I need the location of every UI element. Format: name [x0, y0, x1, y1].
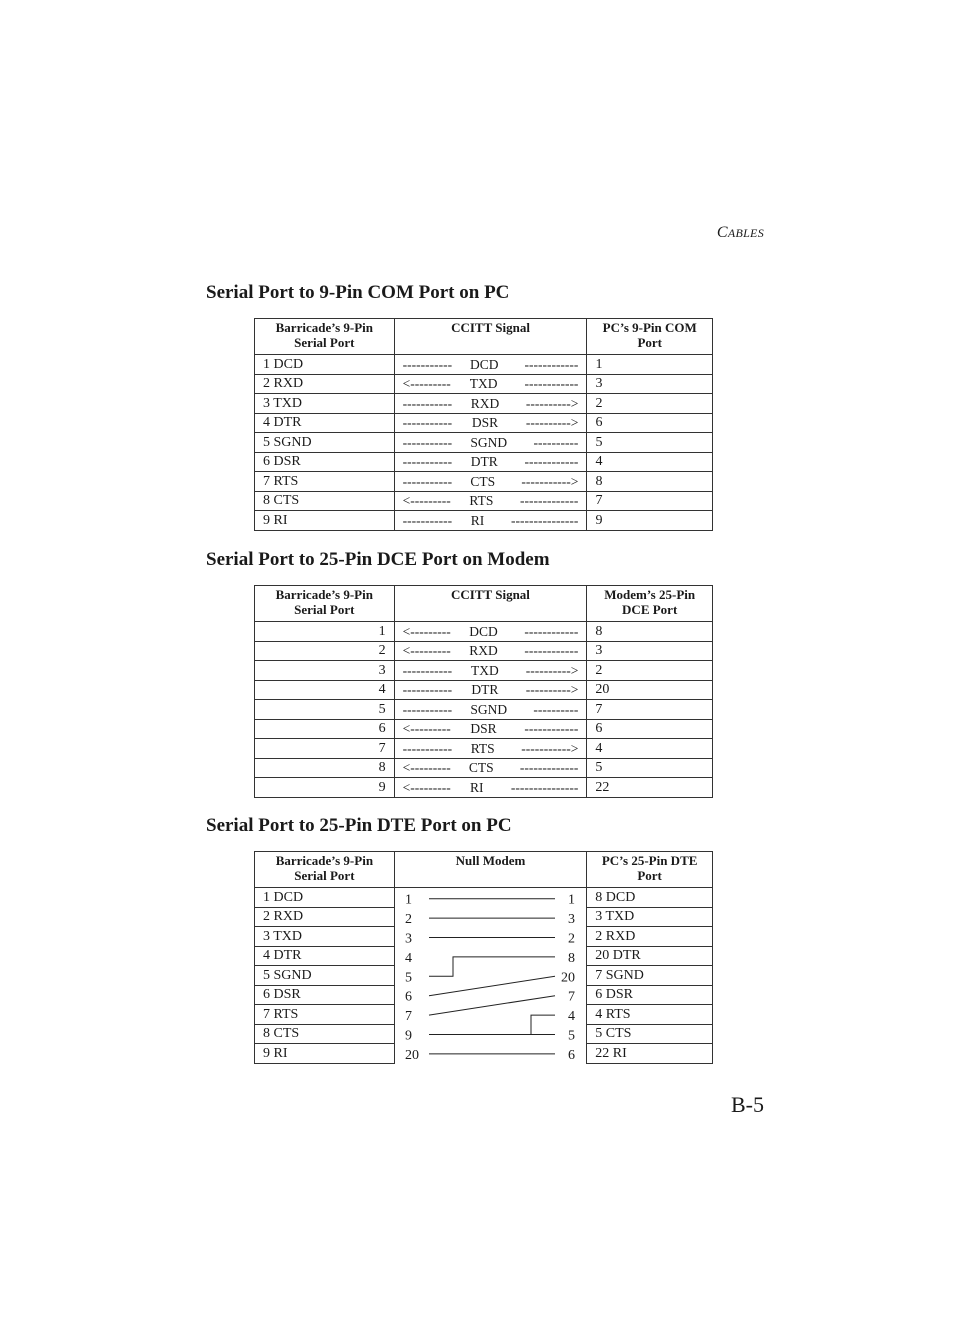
- table-row: [255, 491, 713, 511]
- col-header-ccitt-signal: CCITT Signal: [394, 586, 587, 622]
- signal-right-arrow: ----------->: [521, 473, 579, 489]
- signal-left-arrow: <---------: [402, 493, 451, 509]
- signal-left-arrow: -----------: [402, 682, 453, 698]
- signal-left-arrow: -----------: [402, 662, 453, 678]
- running-head-initial: C: [716, 224, 728, 241]
- barricade-pin-cell: 5 SGND: [255, 966, 395, 986]
- signal-right-arrow: ----------->: [521, 740, 579, 756]
- barricade-pin-cell: 8 CTS: [255, 491, 395, 511]
- signal-name: DCD: [469, 623, 498, 639]
- signal-cell: [394, 778, 587, 798]
- barricade-pin-cell: 8: [255, 758, 395, 778]
- target-pin-cell: 3: [587, 641, 713, 661]
- signal-left-arrow: -----------: [402, 395, 453, 411]
- section-title-25pin-dce: Serial Port to 25-Pin DCE Port on Modem: [206, 549, 550, 570]
- signal-name: TXD: [469, 376, 498, 392]
- signal-line: [403, 414, 579, 431]
- signal-line: [403, 512, 579, 529]
- barricade-pin-cell: 5 SGND: [255, 433, 395, 453]
- col-header-modem-dce-port: Modem’s 25-Pin DCE Port: [587, 586, 713, 622]
- col-header-barricade-port: Barricade’s 9-Pin Serial Port: [255, 319, 395, 355]
- target-pin-cell: 7: [587, 700, 713, 720]
- target-pin-cell: 6: [587, 413, 713, 433]
- barricade-pin-cell: 2: [255, 641, 395, 661]
- table-row: [255, 413, 713, 433]
- target-pin-cell: 20 DTR: [587, 946, 713, 966]
- barricade-pin-cell: 1 DCD: [255, 888, 395, 908]
- signal-cell: [394, 680, 587, 700]
- signal-cell: [394, 433, 587, 453]
- signal-name: SGND: [470, 701, 508, 717]
- signal-cell: [394, 491, 587, 511]
- left-pin-number: 5: [404, 970, 412, 986]
- col-header-null-modem: Null Modem: [394, 852, 586, 888]
- barricade-pin-cell: 7 RTS: [255, 1005, 395, 1025]
- target-pin-cell: 7: [587, 491, 713, 511]
- col-header-barricade-port: Barricade’s 9-Pin Serial Port: [255, 852, 395, 888]
- signal-line: [403, 492, 579, 509]
- target-pin-cell: 5: [587, 433, 713, 453]
- signal-line: [403, 356, 579, 373]
- table-row: [255, 394, 713, 414]
- target-pin-cell: 20: [587, 680, 713, 700]
- table-row: [255, 888, 713, 908]
- null-modem-diagram: [394, 888, 586, 1064]
- barricade-pin-cell: 5: [255, 700, 395, 720]
- barricade-pin-cell: 8 CTS: [255, 1024, 395, 1044]
- section-title-25pin-dte: Serial Port to 25-Pin DTE Port on PC: [206, 815, 512, 836]
- null-modem-wiring: [395, 888, 588, 1063]
- left-pin-number: 20: [404, 1047, 419, 1063]
- left-pin-number: 3: [404, 931, 412, 947]
- signal-left-arrow: -----------: [402, 415, 453, 431]
- signal-cell: [394, 452, 587, 472]
- table-9pin-com: [254, 318, 713, 531]
- barricade-pin-cell: 6: [255, 719, 395, 739]
- barricade-pin-cell: 4 DTR: [255, 413, 395, 433]
- signal-left-arrow: -----------: [402, 740, 453, 756]
- signal-line: [403, 681, 579, 698]
- table-row: [255, 433, 713, 453]
- table-row: [255, 511, 713, 531]
- signal-line: [403, 642, 579, 659]
- signal-name: RTS: [470, 740, 495, 756]
- target-pin-cell: 2 RXD: [587, 927, 713, 947]
- barricade-pin-cell: 7 RTS: [255, 472, 395, 492]
- target-pin-cell: 1: [587, 355, 713, 375]
- left-pin-number: 4: [404, 950, 412, 966]
- target-pin-cell: 4: [587, 739, 713, 759]
- signal-name: RXD: [469, 643, 498, 659]
- table-row: [255, 374, 713, 394]
- right-pin-number: 20: [560, 970, 575, 986]
- signal-left-arrow: <---------: [402, 760, 451, 776]
- right-pin-number: 1: [567, 892, 575, 908]
- barricade-pin-cell: 3: [255, 661, 395, 681]
- table-row: [255, 472, 713, 492]
- signal-right-arrow: -------------: [519, 493, 579, 509]
- table-row: [255, 680, 713, 700]
- target-pin-cell: 8: [587, 622, 713, 642]
- target-pin-cell: 6 DSR: [587, 985, 713, 1005]
- signal-line: [403, 434, 579, 451]
- barricade-pin-cell: 6 DSR: [255, 452, 395, 472]
- signal-cell: [394, 661, 587, 681]
- target-pin-cell: 5: [587, 758, 713, 778]
- signal-cell: [394, 700, 587, 720]
- signal-name: DSR: [470, 721, 497, 737]
- signal-name: DTR: [471, 682, 499, 698]
- table-row: [255, 778, 713, 798]
- signal-right-arrow: ------------: [524, 623, 579, 639]
- target-pin-cell: 5 CTS: [587, 1024, 713, 1044]
- left-pin-number: 2: [404, 912, 412, 928]
- signal-line: [403, 623, 579, 640]
- left-pin-number: 7: [404, 1009, 412, 1025]
- wire-7-4-loop: [531, 1015, 555, 1034]
- signal-left-arrow: <---------: [402, 779, 451, 795]
- target-pin-cell: 6: [587, 719, 713, 739]
- signal-right-arrow: ------------: [524, 454, 579, 470]
- target-pin-cell: 22 RI: [587, 1044, 713, 1064]
- target-pin-cell: 9: [587, 511, 713, 531]
- signal-right-arrow: ----------: [533, 701, 579, 717]
- table-row: [255, 739, 713, 759]
- target-pin-cell: 8: [587, 472, 713, 492]
- wire-5-20: [429, 976, 555, 995]
- signal-name: CTS: [468, 760, 494, 776]
- signal-line: [403, 759, 579, 776]
- signal-line: [403, 701, 579, 718]
- table-25pin-dce: [254, 585, 713, 798]
- signal-name: CTS: [470, 473, 496, 489]
- barricade-pin-cell: 9 RI: [255, 1044, 395, 1064]
- signal-cell: [394, 374, 587, 394]
- table-25pin-dte: [254, 851, 713, 1064]
- target-pin-cell: 2: [587, 394, 713, 414]
- signal-right-arrow: ------------: [524, 376, 579, 392]
- signal-cell: [394, 758, 587, 778]
- signal-right-arrow: ---------->: [525, 395, 579, 411]
- barricade-pin-cell: 1 DCD: [255, 355, 395, 375]
- left-pin-number: 9: [404, 1028, 412, 1044]
- signal-name: DCD: [470, 356, 499, 372]
- barricade-pin-cell: 4 DTR: [255, 946, 395, 966]
- signal-right-arrow: ---------->: [525, 662, 579, 678]
- signal-left-arrow: -----------: [402, 512, 453, 528]
- right-pin-number: 8: [567, 950, 575, 966]
- signal-name: RI: [470, 779, 484, 795]
- table-row: [255, 641, 713, 661]
- section-title-9pin-com: Serial Port to 9-Pin COM Port on PC: [206, 282, 510, 303]
- right-pin-number: 4: [567, 1009, 575, 1025]
- left-pin-number: 1: [404, 892, 412, 908]
- signal-cell: [394, 511, 587, 531]
- signal-right-arrow: ----------: [533, 434, 579, 450]
- right-pin-number: 5: [567, 1028, 575, 1044]
- signal-left-arrow: -----------: [402, 473, 453, 489]
- page-number: B-5: [731, 1092, 764, 1117]
- signal-left-arrow: -----------: [402, 454, 453, 470]
- table-row: [255, 661, 713, 681]
- col-header-pc-dte-port: PC’s 25-Pin DTE Port: [587, 852, 713, 888]
- signal-right-arrow: ------------: [524, 356, 579, 372]
- running-head-rest: ABLES: [727, 226, 764, 240]
- signal-right-arrow: ---------------: [510, 779, 579, 795]
- col-header-barricade-port: Barricade’s 9-Pin Serial Port: [255, 586, 395, 622]
- table-row: [255, 758, 713, 778]
- signal-right-arrow: -------------: [519, 760, 579, 776]
- signal-name: DTR: [470, 454, 498, 470]
- running-head: [717, 224, 764, 242]
- signal-right-arrow: ---------->: [525, 415, 579, 431]
- barricade-pin-cell: 1: [255, 622, 395, 642]
- signal-line: [403, 375, 579, 392]
- barricade-pin-cell: 2 RXD: [255, 907, 395, 927]
- signal-cell: [394, 719, 587, 739]
- signal-name: DSR: [471, 415, 499, 431]
- signal-right-arrow: ------------: [524, 721, 579, 737]
- signal-cell: [394, 472, 587, 492]
- table-row: [255, 700, 713, 720]
- signal-name: RTS: [469, 493, 494, 509]
- table-row: [255, 355, 713, 375]
- signal-cell: [394, 355, 587, 375]
- signal-cell: [394, 641, 587, 661]
- signal-right-arrow: ---------->: [525, 682, 579, 698]
- signal-line: [403, 720, 579, 737]
- signal-line: [403, 473, 579, 490]
- barricade-pin-cell: 9 RI: [255, 511, 395, 531]
- signal-cell: [394, 739, 587, 759]
- signal-line: [403, 662, 579, 679]
- left-pin-number: 6: [404, 989, 412, 1005]
- signal-line: [403, 453, 579, 470]
- target-pin-cell: 2: [587, 661, 713, 681]
- signal-left-arrow: -----------: [402, 434, 453, 450]
- barricade-pin-cell: 7: [255, 739, 395, 759]
- target-pin-cell: 22: [587, 778, 713, 798]
- barricade-pin-cell: 9: [255, 778, 395, 798]
- barricade-pin-cell: 3 TXD: [255, 394, 395, 414]
- signal-line: [403, 395, 579, 412]
- signal-left-arrow: <---------: [402, 376, 451, 392]
- target-pin-cell: 4 RTS: [587, 1005, 713, 1025]
- target-pin-cell: 4: [587, 452, 713, 472]
- wire-6-7: [429, 996, 555, 1015]
- right-pin-number: 7: [567, 989, 575, 1005]
- signal-left-arrow: <---------: [402, 623, 451, 639]
- barricade-pin-cell: 4: [255, 680, 395, 700]
- barricade-pin-cell: 3 TXD: [255, 927, 395, 947]
- target-pin-cell: 3 TXD: [587, 907, 713, 927]
- signal-line: [403, 740, 579, 757]
- signal-name: RI: [470, 512, 485, 528]
- table-row: [255, 622, 713, 642]
- signal-name: RXD: [470, 395, 500, 411]
- signal-cell: [394, 413, 587, 433]
- signal-cell: [394, 622, 587, 642]
- signal-left-arrow: <---------: [402, 721, 451, 737]
- signal-cell: [394, 394, 587, 414]
- target-pin-cell: 3: [587, 374, 713, 394]
- wire-4-8: [429, 957, 555, 976]
- signal-line: [403, 779, 579, 796]
- right-pin-number: 2: [567, 931, 575, 947]
- signal-left-arrow: -----------: [402, 356, 453, 372]
- signal-right-arrow: ---------------: [510, 512, 579, 528]
- right-pin-number: 3: [567, 912, 575, 928]
- target-pin-cell: 7 SGND: [587, 966, 713, 986]
- table-row: [255, 452, 713, 472]
- barricade-pin-cell: 6 DSR: [255, 985, 395, 1005]
- signal-left-arrow: <---------: [402, 643, 451, 659]
- signal-left-arrow: -----------: [402, 701, 453, 717]
- signal-name: TXD: [471, 662, 499, 678]
- col-header-pc-com-port: PC’s 9-Pin COM Port: [587, 319, 713, 355]
- signal-name: SGND: [470, 434, 508, 450]
- right-pin-number: 6: [567, 1047, 575, 1063]
- table-row: [255, 719, 713, 739]
- col-header-ccitt-signal: CCITT Signal: [394, 319, 587, 355]
- signal-right-arrow: ------------: [524, 643, 579, 659]
- target-pin-cell: 8 DCD: [587, 888, 713, 908]
- barricade-pin-cell: 2 RXD: [255, 374, 395, 394]
